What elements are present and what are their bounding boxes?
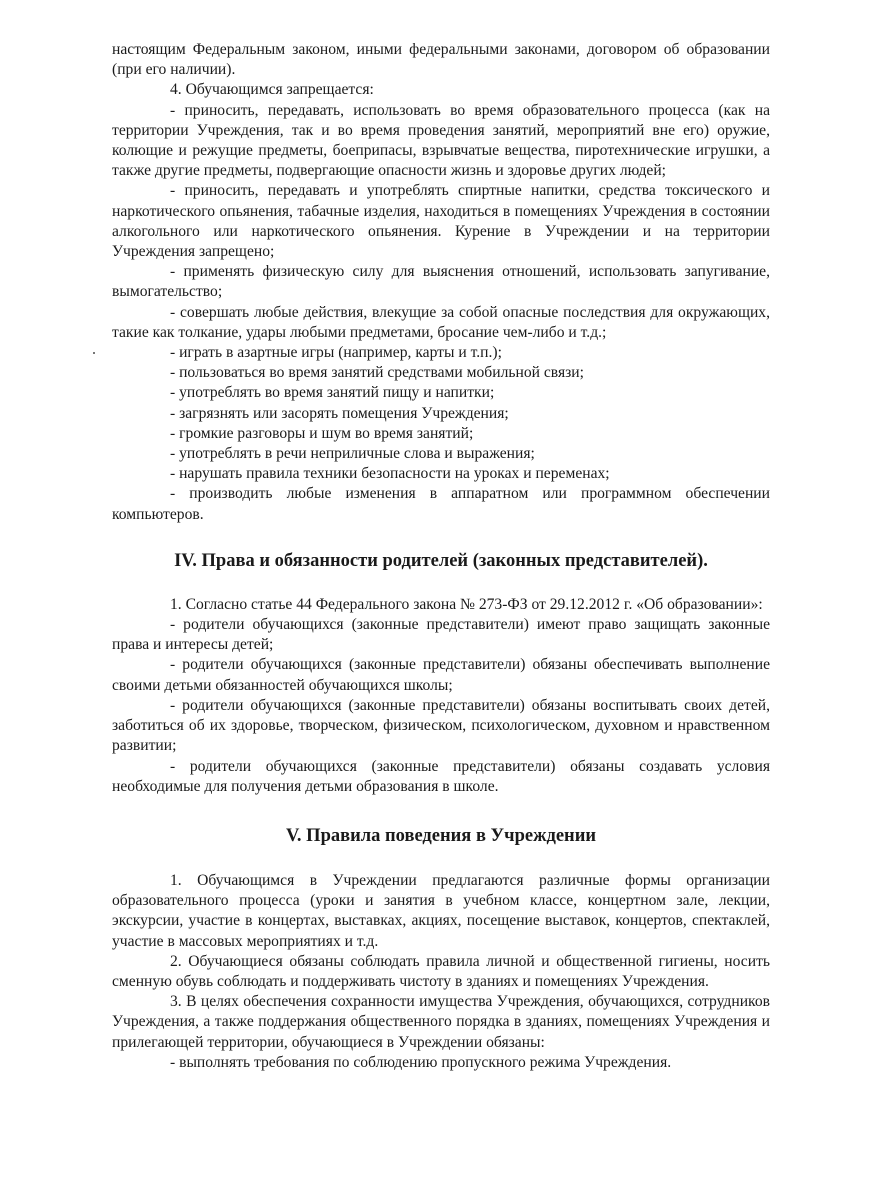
- list-item: - приносить, передавать, использовать во время образовательного процесса (как на территории Учреждения, так и во время проведения занятий, мероприятий вне его) оружие, колющие и режущие предметы, боеприпасы, взрывчатые вещества, пиротехнические игрушки, а также другие предметы, подвергающие опасности жизнь и здоровье других людей;: [112, 101, 770, 180]
- list-item: - совершать любые действия, влекущие за собой опасные последствия для окружающих, такие как толкание, удары любыми предметами, бросание чем-либо и т.д.;: [112, 303, 770, 341]
- paragraph: - выполнять требования по соблюдению пропускного режима Учреждения.: [170, 1053, 672, 1071]
- paragraph: 1. Обучающимся в Учреждении предлагаются различные формы организации образовательного процесса (уроки и занятия в учебном классе, концертном зале, лекции, экскурсии, участие в концертах, выставках, акциях, посещение выставок, концертов, спектаклей, участие в массовых мероприятиях и т.д.: [112, 871, 770, 950]
- paragraph: - родители обучающихся (законные представители) обязаны воспитывать своих детей, заботиться об их здоровье, творческом, физическом, психологическом, духовном и нравственном развитии;: [112, 696, 770, 755]
- paragraph: 2. Обучающиеся обязаны соблюдать правила личной и общественной гигиены, носить сменную обувь соблюдать и поддерживать чистоту в зданиях и помещениях Учреждения.: [112, 952, 770, 990]
- clause-4-heading: 4. Обучающимся запрещается:: [170, 81, 374, 99]
- list-item: - играть в азартные игры (например, карты и т.п.);: [170, 344, 502, 362]
- section-iv-heading: IV. Права и обязанности родителей (законных представителей).: [174, 550, 708, 571]
- list-item: - загрязнять или засорять помещения Учреждения;: [170, 404, 509, 422]
- section-iv-body: [112, 595, 770, 797]
- section-v-body: [112, 871, 770, 1073]
- paragraph: - родители обучающихся (законные представители) имеют право защищать законные права и интересы детей;: [112, 616, 770, 654]
- prohibitions-block: [112, 40, 770, 525]
- list-item: - нарушать правила техники безопасности на уроках и переменах;: [170, 465, 610, 483]
- list-item: - пользоваться во время занятий средствами мобильной связи;: [170, 364, 584, 382]
- paragraph: - родители обучающихся (законные представители) обязаны обеспечивать выполнение своими детьми обязанностей обучающихся школы;: [112, 656, 770, 694]
- section-v-heading: V. Правила поведения в Учреждении: [285, 825, 597, 846]
- paragraph: - родители обучающихся (законные представители) обязаны создавать условия необходимые для получения детьми образования в школе.: [112, 757, 770, 795]
- list-item: - употреблять во время занятий пищу и напитки;: [170, 384, 495, 402]
- scan-speck: [93, 352, 95, 354]
- list-item: - производить любые изменения в аппаратном или программном обеспечении компьютеров.: [112, 485, 770, 523]
- paragraph: 3. В целях обеспечения сохранности имущества Учреждения, обучающихся, сотрудников Учреждения, а также поддержания общественного порядка в зданиях, помещениях Учреждения и прилегающей территории, обучающиеся в Учреждении обязаны:: [112, 993, 770, 1051]
- paragraph: 1. Согласно статье 44 Федерального закона № 273-ФЗ от 29.12.2012 г. «Об образовании»:: [170, 595, 763, 613]
- list-item: - употреблять в речи неприличные слова и выражения;: [170, 445, 535, 463]
- list-item: - приносить, передавать и употреблять спиртные напитки, средства токсического и наркотического опьянения, табачные изделия, находиться в помещениях Учреждения в состоянии алкогольного или наркотического опьянения. Курение в Учреждении и на территории Учреждения запрещено;: [112, 182, 770, 261]
- continuation-paragraph: настоящим Федеральным законом, иными федеральными законами, договором об образовании (при его наличии).: [112, 41, 770, 79]
- list-item: - громкие разговоры и шум во время занятий;: [170, 424, 474, 442]
- list-item: - применять физическую силу для выяснения отношений, использовать запугивание, вымогательство;: [112, 263, 770, 301]
